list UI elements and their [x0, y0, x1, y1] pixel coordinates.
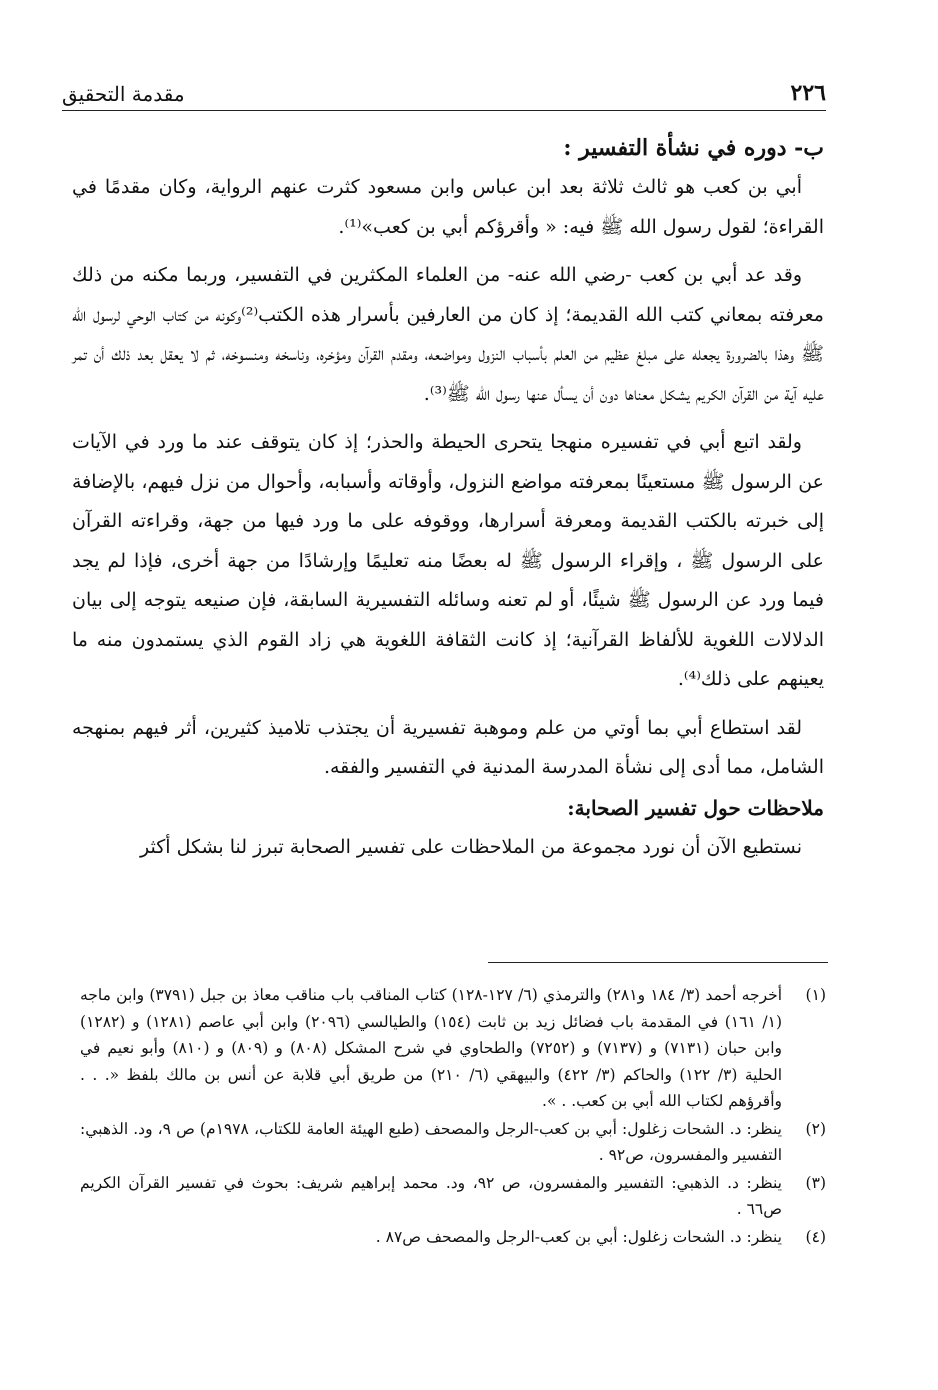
footnote-number: (١): [805, 986, 826, 1004]
main-text: [72, 128, 824, 876]
footnotes: [80, 982, 826, 1251]
footnote-divider: [488, 962, 828, 963]
footnote-text: ينظر: د. الشحات زغلول: أبي بن كعب-الرجل والمصحف ص٨٧ .: [375, 1227, 782, 1246]
footnote-text: ينظر: د. الذهبي: التفسير والمفسرون، ص ٩٢، ود. محمد إبراهيم شريف: بحوث في تفسير القرآن الكريم ص٦٦ .: [80, 1173, 782, 1218]
paragraph: أبي بن كعب هو ثالث ثلاثة بعد ابن عباس وابن مسعود كثرت عنهم الرواية، وكان مقدمًا في القراءة؛ لقول رسول الله ﷺ فيه: « وأقرؤكم أبي بن كعب»⁽¹⁾.: [72, 176, 824, 238]
running-title: مقدمة التحقيق: [62, 82, 185, 106]
paragraph: وقد عد أبي بن كعب -رضي الله عنه- من العلماء المكثرين في التفسير، وربما مكنه من ذلك معرفته بمعاني كتب الله القديمة؛ إذ كان من العارفين بأسرار هذه الكتب⁽²⁾وكونه من كتاب الوحي لرسول الله ﷺ وهذا بالضرورة يجعله على مبلغ عظيم من العلم بأسباب النزول ومواضعه، ومقدم القرآن ومؤخره، وناسخه ومنسوخه، ثم لا يعقل بعد ذلك أن تمر عليه آية من القرآن الكريم يشكل معناها دون أن يسأل عنها رسول الله ﷺ⁽³⁾.: [72, 264, 824, 405]
paragraph: نستطيع الآن أن نورد مجموعة من الملاحظات على تفسير الصحابة تبرز لنا بشكل أكثر: [139, 835, 802, 858]
footnote: [80, 1116, 826, 1169]
paragraph: لقد استطاع أبي بما أوتي من علم وموهبة تفسيرية أن يجتذب تلاميذ كثيرين، أثر فيهم بمنهجه الشامل، مما أدى إلى نشأة المدرسة المدنية في التفسير والفقه.: [72, 716, 824, 778]
paragraph: ولقد اتبع أبي في تفسيره منهجا يتحرى الحيطة والحذر؛ إذ كان يتوقف عند ما ورد في الآيات عن الرسول ﷺ مستعينًا بمعرفته مواضع النزول، وأوقاته وأسبابه، وأحوال من نزل فيهم، بالإضافة إلى خبرته بالكتب القديمة ومعرفة أسرارها، ووقوفه على ما ورد فيها من جهة، وقراءته القرآن على الرسول ﷺ ، وإقراء الرسول ﷺ له بعضًا منه تعليمًا وإرشادًا من جهة أخرى، فإذا لم يجد فيما ورد عن الرسول ﷺ شيئًا، أو لم تعنه وسائله التفسيرية السابقة، فإن صنيعه يتوجه إلى بيان الدلالات اللغوية للألفاظ القرآنية؛ إذ كانت الثقافة اللغوية هي زاد القوم الذي يستمدون منه ما يعينهم على ذلك⁽⁴⁾.: [72, 431, 824, 690]
footnote-text: أخرجه أحمد (٣/ ١٨٤ و٢٨١) والترمذي (٦/ ١٢٧-١٢٨) كتاب المناقب باب مناقب معاذ بن جبل (٣٧٩١) وابن ماجه (١/ ١٦١) في المقدمة باب فضائل زيد بن ثابت (١٥٤) والطيالسي (٢٠٩٦) وابن أبي عاصم (١٢٨١) و (١٢٨٢) وابن حبان (٧١٣١) و (٧١٣٧) و (٧٢٥٢) والطحاوي في شرح المشكل (٨٠٨) و (٨٠٩) و (٨١٠) وأبو نعيم في الحلية (٣/ ١٢٢) والحاكم (٣/ ٤٢٢) والبيهقي (٦/ ٢١٠) من طريق أبي قلابة عن أنس بن مالك بلفظ «. . . وأقرؤهم لكتاب الله أبي بن كعب. . ».: [80, 986, 783, 1110]
footnote-number: (٣): [805, 1173, 826, 1192]
footnote-number: (٢): [805, 1119, 826, 1138]
footnote-text: ينظر: د. الشحات زغلول: أبي بن كعب-الرجل والمصحف (طبع الهيئة العامة للكتاب، ١٩٧٨م) ص ٩، ود. الذهبي: التفسير والمفسرون، ص٩٢ .: [80, 1119, 782, 1164]
footnote: [80, 982, 826, 1115]
section-heading: ب- دوره في نشأة التفسير :: [563, 135, 824, 161]
page-number: ٢٢٦: [790, 80, 826, 106]
footnote: [80, 1170, 826, 1223]
footnote-number: (٤): [805, 1227, 826, 1246]
page-header: [62, 62, 826, 111]
footnote: [80, 1224, 826, 1251]
subheading: ملاحظات حول تفسير الصحابة:: [567, 795, 824, 820]
